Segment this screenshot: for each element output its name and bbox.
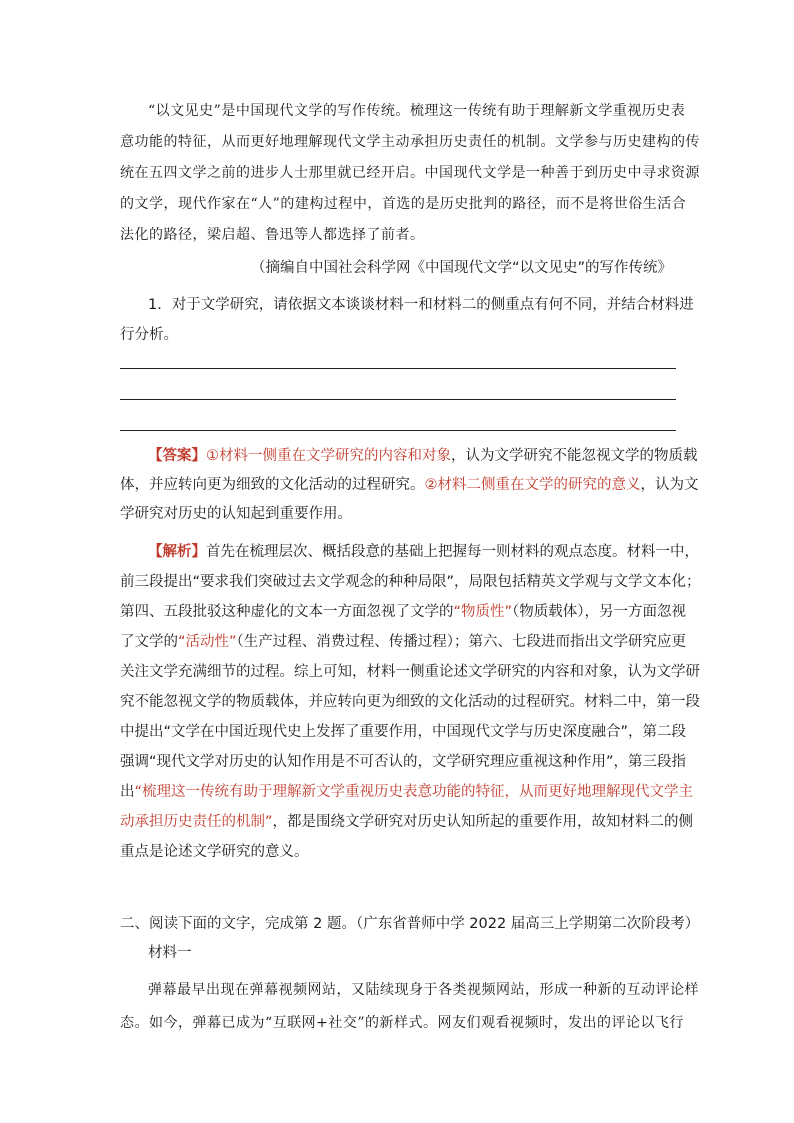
material-paragraph xyxy=(120,974,699,1040)
answer-text: ，认为文学研究不能忽视文学的物质载 xyxy=(451,448,698,464)
analysis-highlight: “物质性” xyxy=(453,604,513,620)
answer-blank-line[interactable] xyxy=(120,399,676,400)
material-line: 态。如今，弹幕已成为“互联网+社交”的新样式。网友们观看视频时，发出的评论以飞行 xyxy=(120,1015,685,1031)
answer-tag: 【答案】 xyxy=(148,448,206,464)
excerpt-paragraph xyxy=(120,96,700,251)
material-line: 弹幕最早出现在弹幕视频网站，又陆续现身于各类视频网站，形成一种新的互动评论样 xyxy=(148,982,699,998)
excerpt-line: 意功能的特征，从而更好地理解现代文学主动承担历史责任的机制。文学参与历史建构的传 xyxy=(120,134,700,150)
excerpt-line: 法化的路径，梁启超、鲁迅等人都选择了前者。 xyxy=(120,227,425,243)
section-2-heading: 二、阅读下面的文字，完成第 2 题。（广东省普师中学 2022 届高三上学期第二次阶段考） xyxy=(120,916,700,932)
analysis-text: 前三段提出“要求我们突破过去文学观念的种种局限”，局限包括精英文学观与文学文本化； xyxy=(120,574,701,590)
analysis-text: 关注文学充满细节的过程。综上可知，材料一侧重论述文学研究的内容和对象，认为文学研 xyxy=(120,664,700,680)
analysis-text: ，都是围绕文学研究对历史认知所起的重要作用，故知材料二的侧 xyxy=(272,814,694,830)
analysis-text: （生产过程、消费过程、传播过程）；第六、七段进而指出文学研究应更 xyxy=(236,634,687,650)
analysis-text: 重点是论述文学研究的意义。 xyxy=(120,844,309,860)
analysis-text: 了文学的 xyxy=(120,634,178,650)
analysis-text: 第四、五段批驳这种虚化的文本一方面忽视了文学的 xyxy=(120,604,454,620)
analysis-highlight: 动承担历史责任的机制” xyxy=(120,814,273,830)
analysis-highlight: “梳理这一传统有助于理解新文学重视历史表意功能的特征，从而更好地理解现代文学主 xyxy=(134,784,694,800)
answer-blank-line[interactable] xyxy=(120,430,676,431)
question-1 xyxy=(120,290,694,350)
answer-text: ，认为文 xyxy=(640,477,699,493)
excerpt-line: 统在五四文学之前的进步人士那里就已经开启。中国现代文学是一种善于到历史中寻求资源 xyxy=(120,165,700,181)
answer-highlight: ①材料一侧重在文学研究的内容和对象 xyxy=(206,448,451,464)
excerpt-line: 的文学，现代作家在“人”的建构过程中，首选的是历史批判的路径，而不是将世俗生活合 xyxy=(120,196,687,212)
analysis-tag: 【解析】 xyxy=(148,544,206,560)
analysis-text: 首先在梳理层次、概括段意的基础上把握每一则材料的观点态度。材料一中， xyxy=(206,544,699,560)
analysis-block xyxy=(120,537,701,867)
analysis-text: 究不能忽视文学的物质载体，并应转向更为细致的文化活动的过程研究。材料二中，第一段 xyxy=(120,694,700,710)
excerpt-line: “以文见史”是中国现代文学的写作传统。梳理这一传统有助于理解新文学重视历史表 xyxy=(148,103,686,119)
analysis-text: 中提出“文学在中国近现代史上发挥了重要作用，中国现代文学与历史深度融合”，第二段 xyxy=(120,724,687,740)
excerpt-source: （摘编自中国社会科学网《中国现代文学“以文见史”的写作传统》 xyxy=(250,260,672,276)
answer-text: 体，并应转向更为细致的文化活动的过程研究。 xyxy=(120,477,425,493)
material-label: 材料一 xyxy=(148,945,192,961)
analysis-text: 出 xyxy=(120,784,135,800)
analysis-highlight: “活动性” xyxy=(178,634,237,650)
answer-highlight: ②材料二侧重在文学的研究的意义 xyxy=(424,477,641,493)
answer-blank-line[interactable] xyxy=(120,368,676,369)
answer-text: 学研究对历史的认知起到重要作用。 xyxy=(120,506,352,522)
question-line: 1．对于文学研究，请依据文本谈谈材料一和材料二的侧重点有何不同，并结合材料进 xyxy=(148,297,694,313)
analysis-text: 强调“现代文学对历史的认知作用是不可否认的，文学研究理应重视这种作用”，第三段指 xyxy=(120,754,687,770)
analysis-text: （物质载体），另一方面忽视 xyxy=(512,604,687,620)
answer-block xyxy=(120,442,699,529)
question-line: 行分析。 xyxy=(120,327,178,343)
